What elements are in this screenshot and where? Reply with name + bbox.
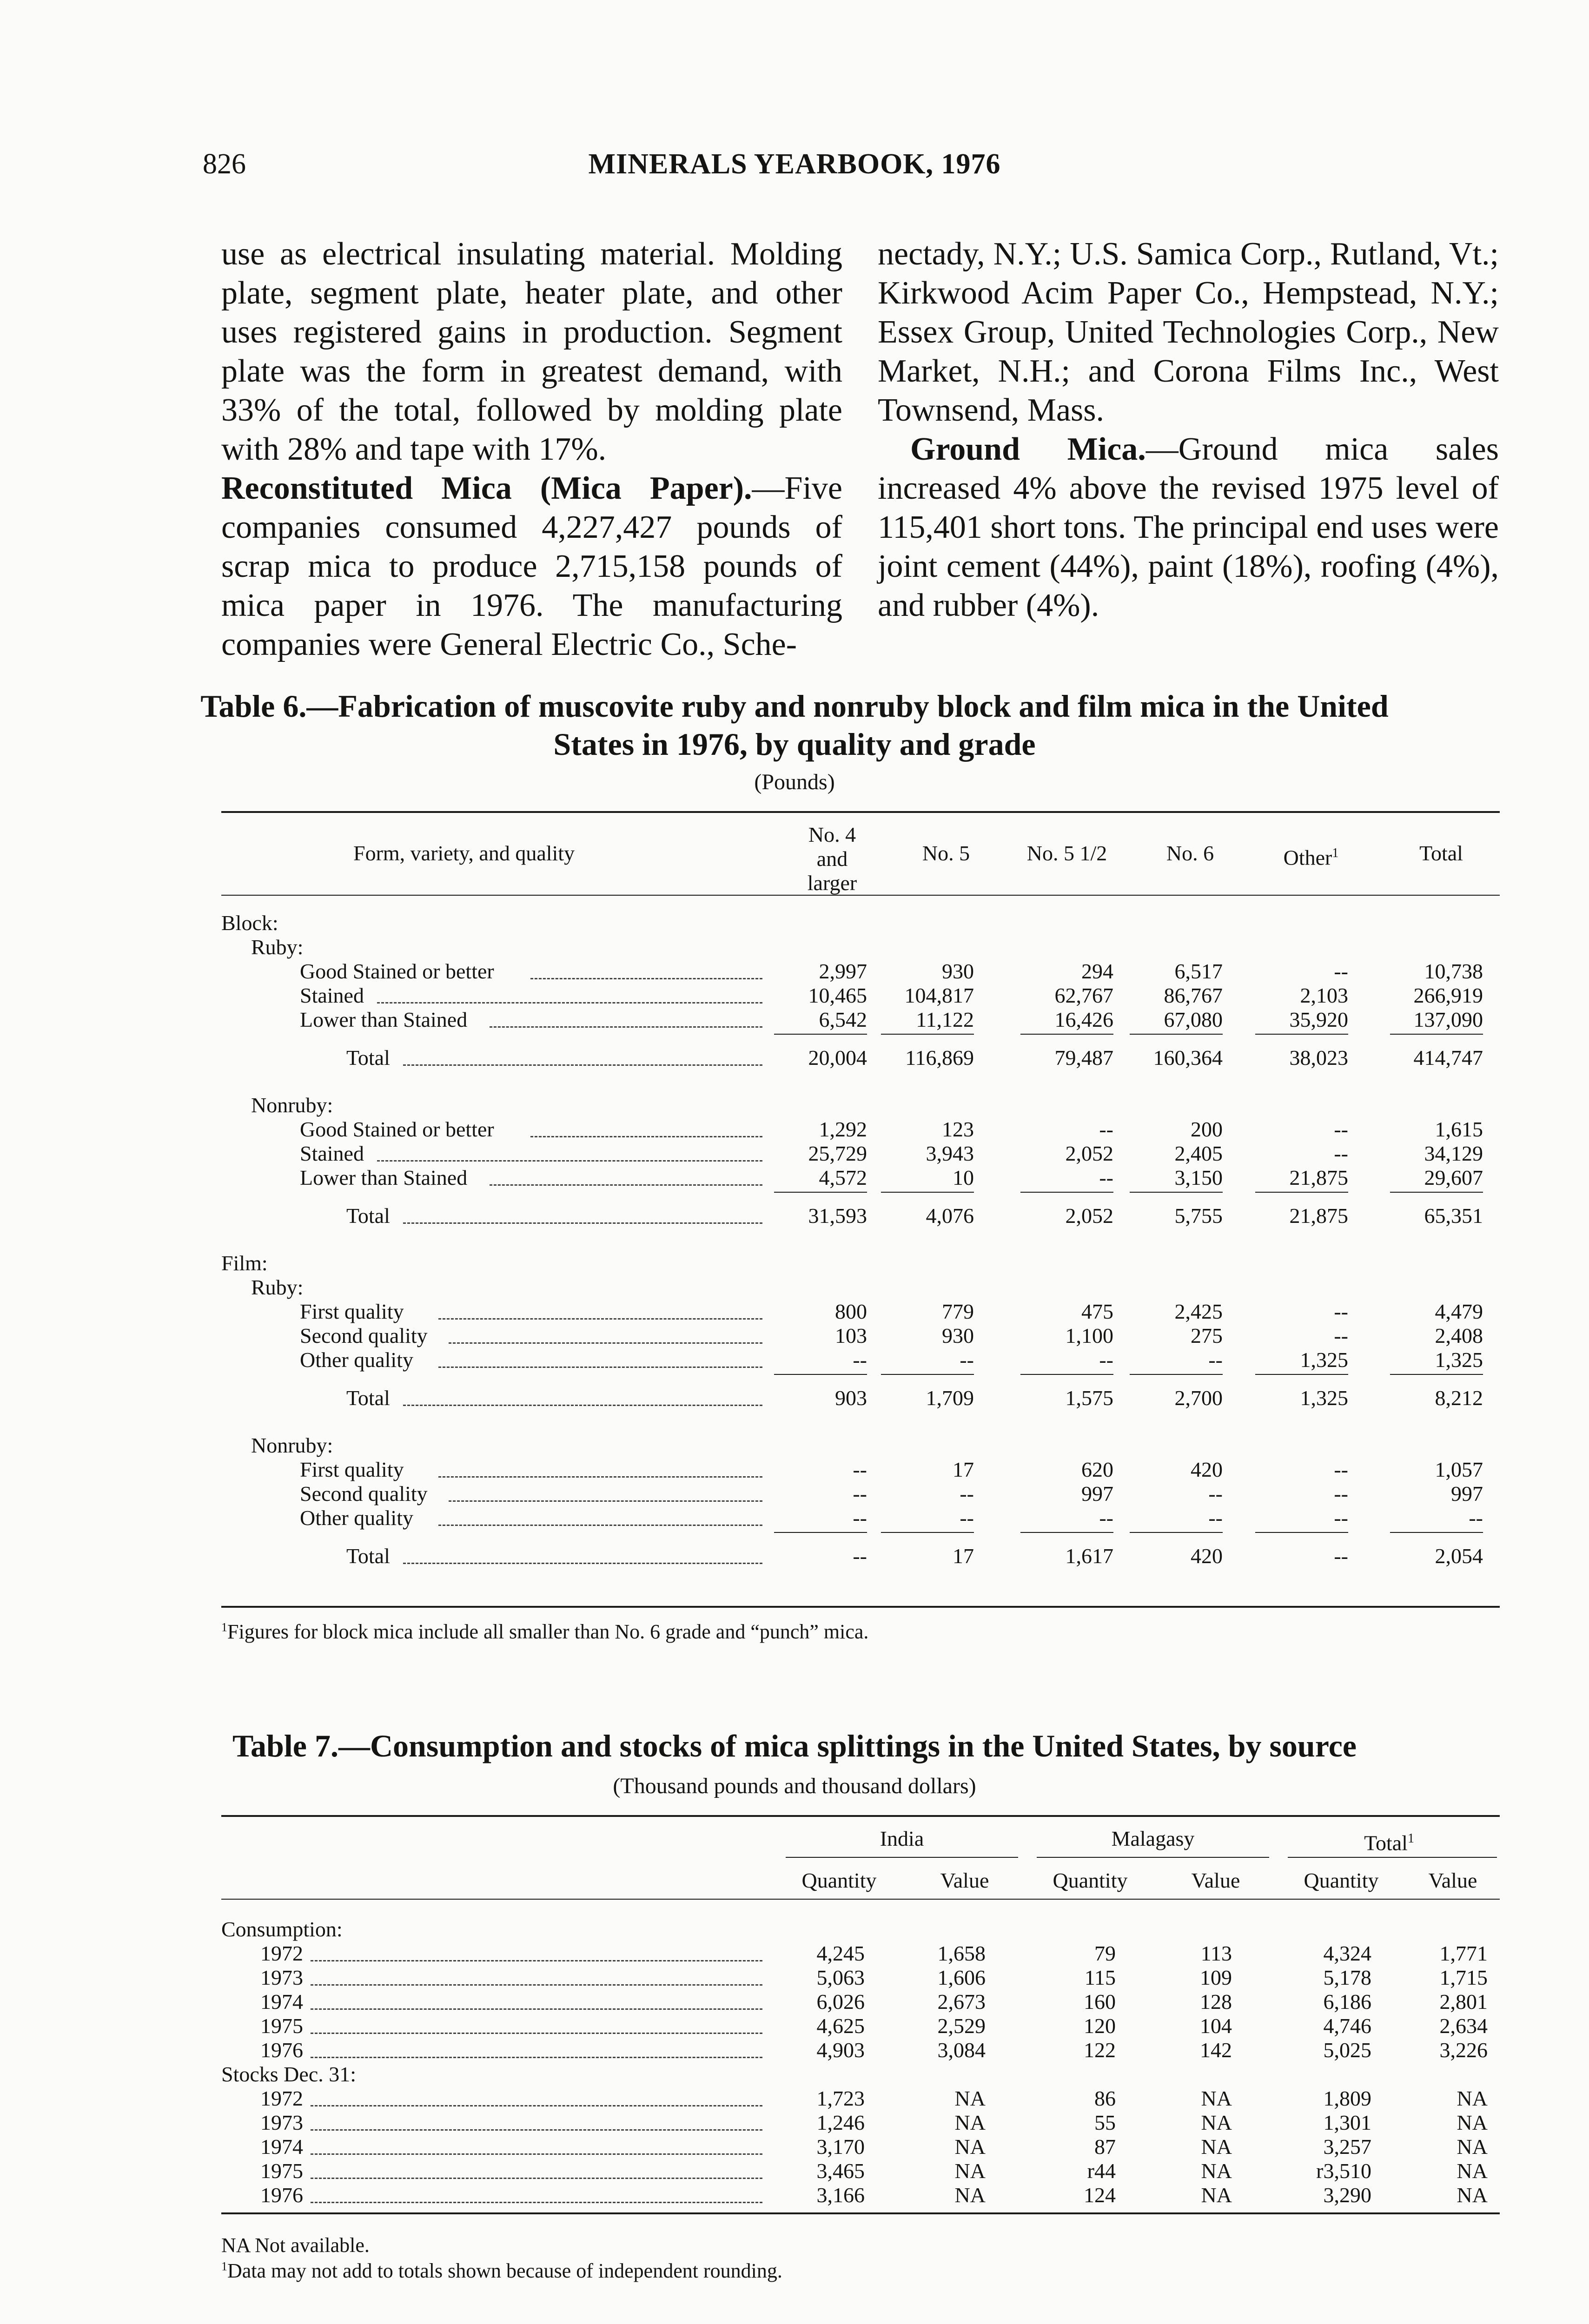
table6-cell: -- bbox=[853, 1482, 867, 1505]
table6-row-label: Film: bbox=[221, 1251, 268, 1275]
table6-cell: 10,738 bbox=[1424, 959, 1483, 983]
table6-cell: 17 bbox=[953, 1458, 974, 1481]
table6-cell: -- bbox=[853, 1348, 867, 1372]
table6-cell: 86,767 bbox=[1164, 984, 1223, 1007]
table7-cell: 160 bbox=[1084, 1990, 1116, 2014]
table7-row-leader bbox=[311, 2202, 762, 2203]
table7-cell: 3,465 bbox=[816, 2159, 865, 2183]
table6-col-total: Total bbox=[1419, 841, 1463, 865]
table6-col-no4-line2: and bbox=[816, 847, 848, 871]
table6-col-label: Form, variety, and quality bbox=[353, 841, 575, 865]
table6-row-label: Other quality bbox=[300, 1506, 413, 1530]
table6-col-no5: No. 5 bbox=[922, 841, 970, 865]
table6-cell: 620 bbox=[1081, 1458, 1113, 1481]
table6-footnote-mark: 1 bbox=[221, 1620, 227, 1634]
table6-row-label: Lower than Stained bbox=[300, 1008, 468, 1031]
table7-units: (Thousand pounds and thousand dollars) bbox=[613, 1774, 976, 1798]
table6-row-label: Block: bbox=[221, 911, 278, 935]
table7-cell: 55 bbox=[1094, 2111, 1116, 2134]
table6-row-leader bbox=[438, 1476, 762, 1478]
table6-row-label: Total bbox=[346, 1544, 390, 1568]
table6-bottom-rule bbox=[221, 1606, 1500, 1608]
table6-cell: 2,405 bbox=[1174, 1142, 1223, 1165]
table6-cell: 2,052 bbox=[1065, 1142, 1113, 1165]
table7-title: Table 7.—Consumption and stocks of mica splittings in the United States, by source bbox=[232, 1728, 1357, 1763]
table7-row-label: 1974 bbox=[260, 1990, 303, 2014]
table7-cell: 3,166 bbox=[816, 2183, 865, 2207]
table6-row-leader bbox=[438, 1367, 762, 1368]
table6-subtotal-rule bbox=[1020, 1192, 1113, 1193]
table6-cell: 103 bbox=[835, 1324, 867, 1347]
table7-footnote-mark: 1 bbox=[221, 2259, 227, 2273]
table6-cell: -- bbox=[1334, 959, 1348, 983]
table6-header-rule bbox=[221, 895, 1500, 896]
table6-subtotal-rule bbox=[881, 1192, 974, 1193]
ground-mica-heading: Ground Mica. bbox=[910, 431, 1146, 467]
table7-cell: 5,025 bbox=[1323, 2038, 1371, 2062]
table6-cell: -- bbox=[1099, 1506, 1113, 1530]
table7-cell: NA bbox=[954, 2183, 986, 2207]
table6-cell: 930 bbox=[942, 959, 974, 983]
left-column bbox=[221, 235, 842, 664]
table7-cell: NA bbox=[1457, 2159, 1488, 2183]
table6-row-label: Stained bbox=[300, 1142, 364, 1165]
table7-cell: 4,245 bbox=[816, 1941, 865, 1965]
table6-cell: -- bbox=[1334, 1324, 1348, 1347]
table6-row-label: Lower than Stained bbox=[300, 1166, 468, 1189]
table6-row-leader bbox=[377, 1160, 762, 1162]
table6-title bbox=[139, 687, 1450, 763]
table6-cell: 17 bbox=[953, 1544, 974, 1568]
table6-subtotal-rule bbox=[774, 1192, 867, 1193]
table7-cell: 87 bbox=[1094, 2135, 1116, 2159]
table7-subcol-value: Value bbox=[1428, 1868, 1477, 1892]
table7-group-malagasy: Malagasy bbox=[1111, 1827, 1195, 1850]
table6-footnote-text: Figures for block mica include all smaller than No. 6 grade and “punch” mica. bbox=[227, 1620, 869, 1643]
table6-cell: 2,700 bbox=[1174, 1386, 1223, 1410]
table7-row-label: Stocks Dec. 31: bbox=[221, 2062, 357, 2086]
page-number: 826 bbox=[203, 148, 246, 180]
table7-row-label: 1972 bbox=[260, 1941, 303, 1965]
left-paragraph-1: use as electrical insulating material. Molding plate, segment plate, heater plate, and other uses registered gains in production. Segment plate was the form in greatest demand, with 33% of the total, followed by molding plate with 28% and tape with 17%. bbox=[221, 236, 842, 467]
table6-subtotal-rule bbox=[1255, 1532, 1348, 1533]
table6-row-leader bbox=[403, 1064, 762, 1066]
table6-cell: -- bbox=[1334, 1117, 1348, 1141]
table6-subtotal-rule bbox=[1020, 1374, 1113, 1375]
table6-row-leader bbox=[490, 1026, 762, 1028]
right-column bbox=[878, 235, 1499, 625]
table6-cell: 1,325 bbox=[1435, 1348, 1483, 1372]
table7-cell: NA bbox=[954, 2135, 986, 2159]
table6-cell: 1,709 bbox=[926, 1386, 974, 1410]
table7-row-leader bbox=[311, 2178, 762, 2179]
table7-cell: 1,771 bbox=[1439, 1941, 1488, 1965]
table7-cell: 6,026 bbox=[816, 1990, 865, 2014]
table6-row-label: Nonruby: bbox=[251, 1433, 333, 1457]
table6-cell: -- bbox=[853, 1458, 867, 1481]
table6-row-leader bbox=[438, 1525, 762, 1526]
table6-row-label: Second quality bbox=[300, 1482, 428, 1505]
table6-cell: 3,150 bbox=[1174, 1166, 1223, 1189]
table7-row-leader bbox=[311, 1984, 762, 1986]
ground-mica-text: —Ground mica sales increased 4% above the revised 1975 level of 115,401 short tons. The principal end uses were joint cement (44%), paint (18%), roofing (4%), and rubber (4%). bbox=[878, 431, 1499, 623]
table6-subtotal-rule bbox=[1255, 1034, 1348, 1035]
table7-cell: 1,658 bbox=[937, 1941, 986, 1965]
table6-cell: 2,054 bbox=[1435, 1544, 1483, 1568]
table6-row-label: Nonruby: bbox=[251, 1093, 333, 1117]
table7-cell: 1,723 bbox=[816, 2086, 865, 2110]
table6-cell: 123 bbox=[942, 1117, 974, 1141]
table7-footnote bbox=[221, 2259, 782, 2283]
table6-subtotal-rule bbox=[881, 1532, 974, 1533]
table7-cell: NA bbox=[954, 2159, 986, 2183]
table6-cell: 65,351 bbox=[1424, 1204, 1483, 1228]
table6-col-no4 bbox=[790, 823, 874, 895]
table6-footnote bbox=[221, 1620, 868, 1644]
table6-cell: -- bbox=[1208, 1348, 1223, 1372]
table6-cell: -- bbox=[1334, 1482, 1348, 1505]
table6-cell: 11,122 bbox=[916, 1008, 974, 1031]
table7-cell: NA bbox=[1457, 2086, 1488, 2110]
table7-cell: 2,529 bbox=[937, 2014, 986, 2038]
table6-cell: -- bbox=[1334, 1458, 1348, 1481]
table6-cell: -- bbox=[960, 1506, 974, 1530]
table6-cell: 79,487 bbox=[1054, 1046, 1113, 1070]
table6-cell: 930 bbox=[942, 1324, 974, 1347]
table6-row-label: Ruby: bbox=[251, 935, 304, 959]
table7-cell: 113 bbox=[1200, 1941, 1232, 1965]
table7-group-total-text: Total bbox=[1364, 1831, 1408, 1855]
table7-cell: 142 bbox=[1200, 2038, 1232, 2062]
table6-cell: 34,129 bbox=[1424, 1142, 1483, 1165]
table7-cell: 79 bbox=[1094, 1941, 1116, 1965]
table7-top-rule bbox=[221, 1815, 1500, 1817]
table6-cell: -- bbox=[1334, 1544, 1348, 1568]
table6-units: (Pounds) bbox=[754, 770, 835, 794]
table7-cell: NA bbox=[1201, 2086, 1232, 2110]
table6-cell: 8,212 bbox=[1435, 1386, 1483, 1410]
table6-row-leader bbox=[530, 1136, 762, 1137]
table7-row-label: 1973 bbox=[260, 2111, 303, 2134]
table6-cell: -- bbox=[1334, 1300, 1348, 1323]
table6-cell: 779 bbox=[942, 1300, 974, 1323]
table6-row-label: Total bbox=[346, 1386, 390, 1410]
table7-subcol-quantity: Quantity bbox=[1053, 1868, 1128, 1892]
table6-cell: 200 bbox=[1191, 1117, 1223, 1141]
table6-subtotal-rule bbox=[1390, 1532, 1483, 1533]
table7-footnote-text: Data may not add to totals shown because of independent rounding. bbox=[227, 2259, 782, 2282]
table6-row-label: Other quality bbox=[300, 1348, 413, 1372]
table7-group-total-footnote-mark: 1 bbox=[1407, 1831, 1414, 1846]
table6-subtotal-rule bbox=[774, 1532, 867, 1533]
table6-row-label: Total bbox=[346, 1204, 390, 1228]
right-paragraph-2 bbox=[878, 430, 1499, 625]
table7-row-label: 1976 bbox=[260, 2183, 303, 2207]
table7-row-leader bbox=[311, 2129, 762, 2131]
table6-cell: 294 bbox=[1081, 959, 1113, 983]
table6-title-line2: States in 1976, by quality and grade bbox=[553, 726, 1036, 762]
table7-header-rule bbox=[221, 1899, 1500, 1900]
table6-cell: 5,755 bbox=[1174, 1204, 1223, 1228]
table7-group-total bbox=[1278, 1827, 1500, 1855]
table6-cell: 6,542 bbox=[819, 1008, 867, 1031]
table7-cell: 3,170 bbox=[816, 2135, 865, 2159]
table6-cell: -- bbox=[1334, 1506, 1348, 1530]
table7-row-leader bbox=[311, 2105, 762, 2106]
table7-cell: 1,301 bbox=[1323, 2111, 1371, 2134]
table7-cell: 122 bbox=[1084, 2038, 1116, 2062]
table7-cell: 6,186 bbox=[1323, 1990, 1371, 2014]
table6-cell: 4,076 bbox=[926, 1204, 974, 1228]
table7-cell: 104 bbox=[1200, 2014, 1232, 2038]
table6-cell: 3,943 bbox=[926, 1142, 974, 1165]
table6-cell: -- bbox=[1469, 1506, 1483, 1530]
table6-cell: 38,023 bbox=[1289, 1046, 1348, 1070]
table7-subcol-value: Value bbox=[940, 1868, 989, 1892]
table6-row-leader bbox=[449, 1500, 762, 1502]
table7-cell: NA bbox=[954, 2086, 986, 2110]
table6-row-label: Second quality bbox=[300, 1324, 428, 1347]
table7-cell: 1,246 bbox=[816, 2111, 865, 2134]
table6-cell: 2,103 bbox=[1300, 984, 1348, 1007]
table7-row-label: 1976 bbox=[260, 2038, 303, 2062]
table6-col-no6: No. 6 bbox=[1166, 841, 1214, 865]
table7-bottom-rule bbox=[221, 2212, 1500, 2214]
table7-cell: 4,324 bbox=[1323, 1941, 1371, 1965]
table7-cell: 3,084 bbox=[937, 2038, 986, 2062]
table7-cell: NA bbox=[1201, 2111, 1232, 2134]
table7-cell: 4,625 bbox=[816, 2014, 865, 2038]
table6-row-leader bbox=[403, 1222, 762, 1224]
table6-row-label: Total bbox=[346, 1046, 390, 1070]
table6-cell: 1,100 bbox=[1065, 1324, 1113, 1347]
table6-cell: 35,920 bbox=[1289, 1008, 1348, 1031]
table6-cell: 10,465 bbox=[808, 984, 867, 1007]
table6-row-label: Good Stained or better bbox=[300, 1117, 494, 1141]
table7-cell: NA bbox=[1457, 2135, 1488, 2159]
table7-subcol-value: Value bbox=[1191, 1868, 1240, 1892]
table7-row-leader bbox=[311, 2008, 762, 2010]
table6-cell: 25,729 bbox=[808, 1142, 867, 1165]
table6-cell: 997 bbox=[1451, 1482, 1483, 1505]
table6-col-no4-line1: No. 4 bbox=[808, 823, 856, 846]
table7-cell: 2,801 bbox=[1439, 1990, 1488, 2014]
table7-cell: NA bbox=[1201, 2183, 1232, 2207]
table7-cell: r44 bbox=[1087, 2159, 1116, 2183]
table6-cell: -- bbox=[960, 1482, 974, 1505]
table6-cell: 20,004 bbox=[808, 1046, 867, 1070]
table6-cell: 800 bbox=[835, 1300, 867, 1323]
table6-cell: 29,607 bbox=[1424, 1166, 1483, 1189]
table6-col-other bbox=[1265, 841, 1357, 870]
table6-cell: 21,875 bbox=[1289, 1204, 1348, 1228]
table6-cell: 1,325 bbox=[1300, 1386, 1348, 1410]
table6-row-label: First quality bbox=[300, 1300, 404, 1323]
table6-cell: 1,575 bbox=[1065, 1386, 1113, 1410]
table6-cell: 1,057 bbox=[1435, 1458, 1483, 1481]
table6-subtotal-rule bbox=[1390, 1192, 1483, 1193]
table6-cell: 2,425 bbox=[1174, 1300, 1223, 1323]
table7-cell: 109 bbox=[1200, 1966, 1232, 1989]
table7-india-rule bbox=[786, 1857, 1018, 1858]
table7-cell: 1,606 bbox=[937, 1966, 986, 1989]
table6-cell: -- bbox=[1334, 1142, 1348, 1165]
table7-cell: 3,290 bbox=[1323, 2183, 1371, 2207]
table6-cell: 104,817 bbox=[904, 984, 974, 1007]
table6-cell: 116,869 bbox=[905, 1046, 974, 1070]
running-title: MINERALS YEARBOOK, 1976 bbox=[588, 148, 1001, 180]
table7-cell: 3,257 bbox=[1323, 2135, 1371, 2159]
table7-subcol-quantity: Quantity bbox=[801, 1868, 877, 1892]
table6-cell: 67,080 bbox=[1164, 1008, 1223, 1031]
table6-cell: -- bbox=[853, 1544, 867, 1568]
table7-cell: NA bbox=[1457, 2111, 1488, 2134]
table7-cell: 4,903 bbox=[816, 2038, 865, 2062]
table6-cell: -- bbox=[1099, 1348, 1113, 1372]
table7-cell: 3,226 bbox=[1439, 2038, 1488, 2062]
table7-row-leader bbox=[311, 2153, 762, 2155]
table7-row-leader bbox=[311, 1960, 762, 1961]
table6-cell: 4,479 bbox=[1435, 1300, 1483, 1323]
table6-cell: 2,052 bbox=[1065, 1204, 1113, 1228]
table7-row-label: 1974 bbox=[260, 2135, 303, 2159]
table6-cell: 6,517 bbox=[1174, 959, 1223, 983]
table6-cell: 475 bbox=[1081, 1300, 1113, 1323]
table7-row-leader bbox=[311, 2033, 762, 2034]
table6-row-label: Good Stained or better bbox=[300, 959, 494, 983]
table7-cell: 86 bbox=[1094, 2086, 1116, 2110]
reconstituted-mica-text: —Five companies consumed 4,227,427 pounds of scrap mica to produce 2,715,158 pounds of mica paper in 1976. The manufacturing companies were General Electric Co., Sche- bbox=[221, 470, 842, 662]
table7-cell: 2,673 bbox=[937, 1990, 986, 2014]
table7-malagasy-rule bbox=[1037, 1857, 1269, 1858]
table7-row-leader bbox=[311, 2057, 762, 2058]
table7-subcol-quantity: Quantity bbox=[1304, 1868, 1379, 1892]
table6-subtotal-rule bbox=[1130, 1034, 1223, 1035]
table6-cell: 31,593 bbox=[808, 1204, 867, 1228]
table6-subtotal-rule bbox=[1020, 1034, 1113, 1035]
table7-cell: 5,063 bbox=[816, 1966, 865, 1989]
table6-cell: 903 bbox=[835, 1386, 867, 1410]
table6-subtotal-rule bbox=[1390, 1034, 1483, 1035]
table6-cell: -- bbox=[853, 1506, 867, 1530]
table6-cell: -- bbox=[1208, 1506, 1223, 1530]
table7-cell: NA bbox=[954, 2111, 986, 2134]
table6-col-other-footnote-mark: 1 bbox=[1332, 846, 1339, 860]
table6-cell: 16,426 bbox=[1054, 1008, 1113, 1031]
table7-cell: 5,178 bbox=[1323, 1966, 1371, 1989]
table7-total-rule bbox=[1288, 1857, 1497, 1858]
table7-cell: NA bbox=[1201, 2135, 1232, 2159]
table6-subtotal-rule bbox=[881, 1374, 974, 1375]
table6-cell: 420 bbox=[1191, 1544, 1223, 1568]
table6-subtotal-rule bbox=[774, 1034, 867, 1035]
table6-cell: 997 bbox=[1081, 1482, 1113, 1505]
table6-subtotal-rule bbox=[774, 1374, 867, 1375]
table7-row-label: 1975 bbox=[260, 2159, 303, 2183]
table7-cell: 2,634 bbox=[1439, 2014, 1488, 2038]
table7-group-india: India bbox=[880, 1827, 924, 1850]
table6-title-line1: Table 6.—Fabrication of muscovite ruby and nonruby block and film mica in the United bbox=[200, 688, 1389, 724]
table7-na-note: NA Not available. bbox=[221, 2234, 370, 2257]
table6-row-label: Ruby: bbox=[251, 1275, 304, 1299]
table6-cell: 1,617 bbox=[1065, 1544, 1113, 1568]
table6-cell: -- bbox=[1099, 1117, 1113, 1141]
reconstituted-mica-heading: Reconstituted Mica (Mica Paper). bbox=[221, 470, 752, 506]
table6-row-label: First quality bbox=[300, 1458, 404, 1481]
table7-cell: NA bbox=[1201, 2159, 1232, 2183]
table6-row-leader bbox=[438, 1318, 762, 1320]
table7-cell: 120 bbox=[1084, 2014, 1116, 2038]
table6-row-leader bbox=[403, 1405, 762, 1406]
table6-cell: 160,364 bbox=[1153, 1046, 1223, 1070]
table6-col-other-text: Other bbox=[1283, 845, 1332, 870]
table6-row-leader bbox=[530, 978, 762, 979]
table6-row-leader bbox=[403, 1563, 762, 1564]
table7-row-label: 1975 bbox=[260, 2014, 303, 2038]
table6-subtotal-rule bbox=[1255, 1192, 1348, 1193]
table6-cell: 137,090 bbox=[1413, 1008, 1483, 1031]
table7-row-label: 1973 bbox=[260, 1966, 303, 1989]
table7-cell: NA bbox=[1457, 2183, 1488, 2207]
table6-subtotal-rule bbox=[1020, 1532, 1113, 1533]
table7-cell: 128 bbox=[1200, 1990, 1232, 2014]
table6-cell: 4,572 bbox=[819, 1166, 867, 1189]
table6-cell: 21,875 bbox=[1289, 1166, 1348, 1189]
table6-cell: 2,408 bbox=[1435, 1324, 1483, 1347]
table6-row-label: Stained bbox=[300, 984, 364, 1007]
table6-cell: 266,919 bbox=[1413, 984, 1483, 1007]
table6-subtotal-rule bbox=[1390, 1374, 1483, 1375]
right-paragraph-1: nectady, N.Y.; U.S. Samica Corp., Rutland, Vt.; Kirkwood Acim Paper Co., Hempstead, N.Y.; Essex Group, United Technologies Corp., New Market, N.H.; and Corona Films Inc., West Townsend, Mass. bbox=[878, 236, 1499, 428]
table6-row-leader bbox=[449, 1342, 762, 1344]
table7-cell: 1,809 bbox=[1323, 2086, 1371, 2110]
table6-col-no4-line3: larger bbox=[807, 871, 857, 895]
table6-cell: -- bbox=[1099, 1166, 1113, 1189]
table6-subtotal-rule bbox=[1130, 1532, 1223, 1533]
table6-subtotal-rule bbox=[1255, 1374, 1348, 1375]
table7-row-label: Consumption: bbox=[221, 1917, 343, 1941]
table6-subtotal-rule bbox=[1130, 1374, 1223, 1375]
table7-cell: 1,715 bbox=[1439, 1966, 1488, 1989]
table6-cell: 10 bbox=[953, 1166, 974, 1189]
table6-cell: 1,325 bbox=[1300, 1348, 1348, 1372]
table6-subtotal-rule bbox=[1130, 1192, 1223, 1193]
table7-cell: r3,510 bbox=[1316, 2159, 1371, 2183]
table6-top-rule bbox=[221, 811, 1500, 813]
table6-cell: 1,615 bbox=[1435, 1117, 1483, 1141]
table6-col-no512: No. 5 1/2 bbox=[1026, 841, 1107, 865]
table6-cell: -- bbox=[1208, 1482, 1223, 1505]
table7-row-label: 1972 bbox=[260, 2086, 303, 2110]
table6-cell: 275 bbox=[1191, 1324, 1223, 1347]
table6-cell: 414,747 bbox=[1413, 1046, 1483, 1070]
table7-cell: 115 bbox=[1084, 1966, 1116, 1989]
left-paragraph-2 bbox=[221, 469, 842, 664]
table7-cell: 4,746 bbox=[1323, 2014, 1371, 2038]
table6-cell: 2,997 bbox=[819, 959, 867, 983]
table6-cell: 1,292 bbox=[819, 1117, 867, 1141]
table6-subtotal-rule bbox=[881, 1034, 974, 1035]
table6-cell: -- bbox=[960, 1348, 974, 1372]
table6-cell: 420 bbox=[1191, 1458, 1223, 1481]
table7-cell: 124 bbox=[1084, 2183, 1116, 2207]
table6-row-leader bbox=[490, 1184, 762, 1186]
table6-row-leader bbox=[377, 1002, 762, 1004]
table6-cell: 62,767 bbox=[1054, 984, 1113, 1007]
